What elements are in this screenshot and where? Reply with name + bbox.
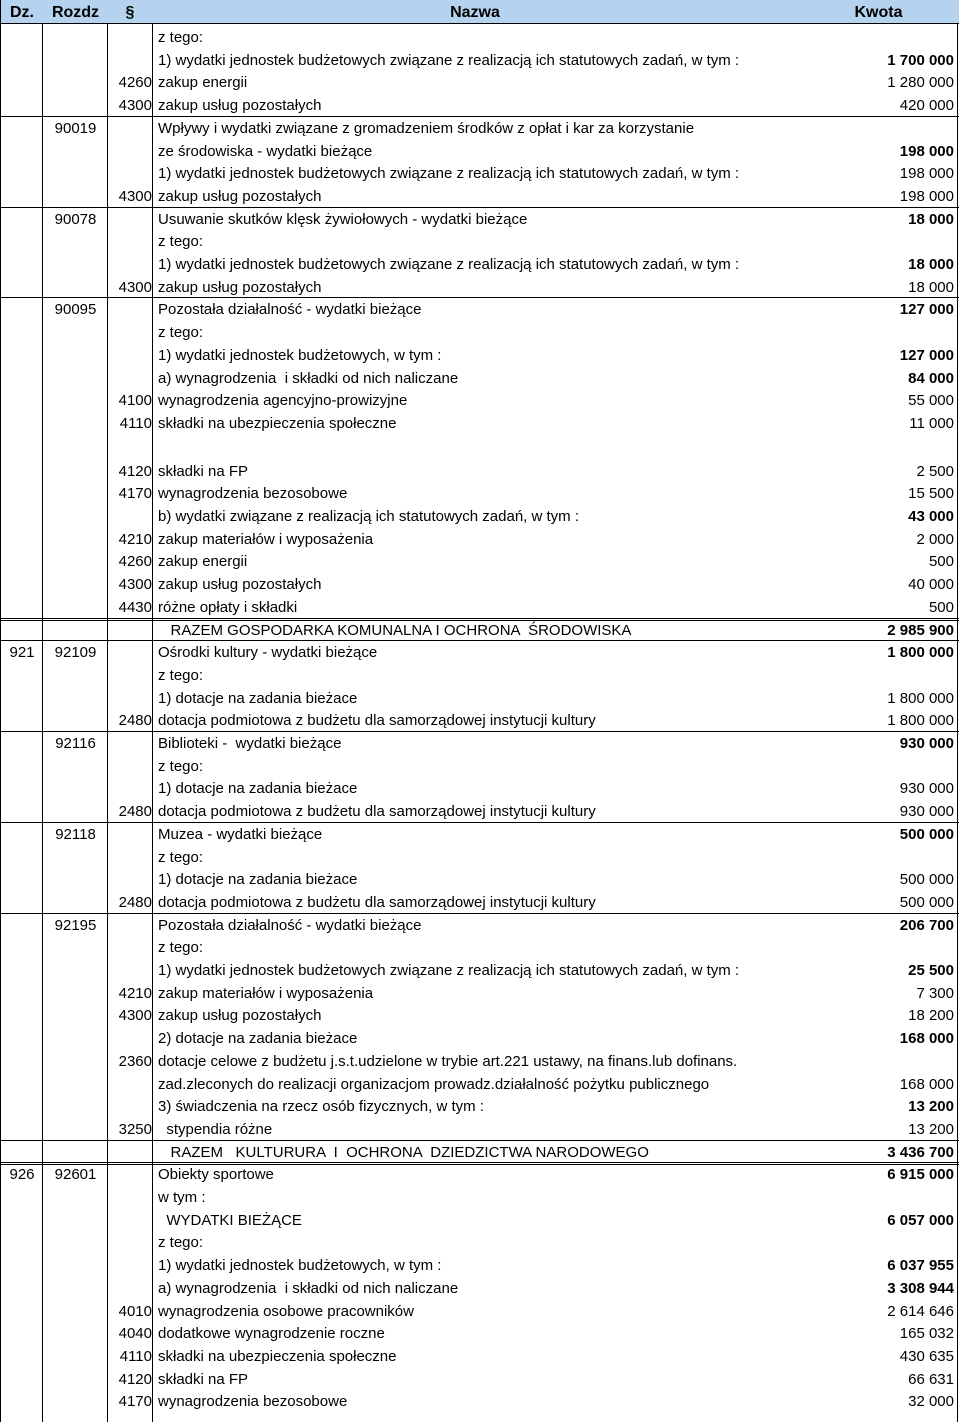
table-row bbox=[1, 755, 959, 778]
table-row bbox=[1, 732, 959, 755]
rozdzial-cell: 90019 bbox=[54, 119, 97, 137]
paragraf-cell: 2480 bbox=[118, 712, 152, 730]
table-row bbox=[1, 1073, 959, 1096]
nazwa-cell: z tego: bbox=[158, 666, 204, 684]
nazwa-cell: zakup usług pozostałych bbox=[158, 278, 322, 296]
nazwa-cell: 1) dotacje na zadania bieżace bbox=[158, 871, 358, 889]
kwota-cell: 15 500 bbox=[908, 485, 954, 503]
kwota-cell: 168 000 bbox=[899, 1075, 954, 1093]
table-row bbox=[1, 505, 959, 528]
nazwa-cell: zakup energii bbox=[158, 553, 248, 571]
table-row bbox=[1, 140, 959, 163]
nazwa-cell: 1) wydatki jednostek budżetowych związane z realizacją ich statutowych zadań, w tym : bbox=[158, 256, 740, 273]
table-row bbox=[1, 230, 959, 253]
table-row bbox=[1, 1209, 959, 1232]
paragraf-cell: 4300 bbox=[118, 97, 152, 115]
nazwa-cell: zakup energii bbox=[158, 74, 248, 92]
table-row bbox=[1, 1118, 959, 1141]
nazwa-cell: 1) wydatki jednostek budżetowych związane z realizacją ich statutowych zadań, w tym : bbox=[158, 165, 740, 183]
rozdzial-cell: 92601 bbox=[54, 1166, 97, 1184]
nazwa-cell: Wpływy i wydatki związane z gromadzeniem środków z opłat i kar za korzystanie bbox=[158, 119, 695, 137]
nazwa-cell: zakup materiałów i wyposażenia bbox=[158, 984, 374, 1002]
kwota-cell: 500 000 bbox=[899, 893, 954, 911]
kwota-cell: 84 000 bbox=[908, 369, 954, 387]
table-row bbox=[1, 71, 959, 94]
table-row bbox=[1, 49, 959, 72]
table-row bbox=[1, 321, 959, 344]
table-row bbox=[1, 1345, 959, 1368]
table-row bbox=[1, 823, 959, 846]
kwota-cell: 430 635 bbox=[899, 1347, 954, 1365]
nazwa-cell: 3) świadczenia na rzecz osób fizycznych, w tym : bbox=[158, 1098, 484, 1116]
nazwa-cell: a) wynagrodzenia i składki od nich naliczane bbox=[158, 369, 459, 387]
kwota-cell: 165 032 bbox=[899, 1325, 954, 1343]
nazwa-cell: dodatkowe wynagrodzenie roczne bbox=[158, 1325, 385, 1343]
rozdzial-cell: 90078 bbox=[54, 210, 97, 228]
nazwa-cell: stypendia różne bbox=[158, 1120, 273, 1138]
nazwa-cell: składki na ubezpieczenia społeczne bbox=[158, 1347, 397, 1365]
rozdzial-cell: 92116 bbox=[55, 735, 96, 752]
paragraf-cell: 4300 bbox=[118, 278, 152, 296]
kwota-cell: 500 bbox=[928, 598, 954, 616]
kwota-cell: 40 000 bbox=[908, 576, 954, 594]
table-row bbox=[1, 1186, 959, 1209]
kwota-cell: 2 500 bbox=[916, 462, 954, 480]
nazwa-cell: z tego: bbox=[158, 29, 204, 46]
kwota-cell: 930 000 bbox=[899, 780, 954, 798]
paragraf-cell: 4110 bbox=[119, 414, 152, 432]
kwota-cell: 127 000 bbox=[899, 346, 954, 364]
kwota-cell: 13 200 bbox=[908, 1098, 954, 1116]
table-row bbox=[1, 208, 959, 231]
kwota-cell: 198 000 bbox=[899, 187, 954, 205]
kwota-cell: 13 200 bbox=[908, 1120, 954, 1138]
paragraf-cell: 4300 bbox=[118, 1007, 152, 1025]
total-row bbox=[1, 1141, 959, 1164]
nazwa-cell: z tego: bbox=[158, 1234, 204, 1252]
nazwa-cell: 1) dotacje na zadania bieżace bbox=[158, 780, 358, 798]
kwota-cell: 127 000 bbox=[899, 301, 954, 319]
kwota-cell: 6 915 000 bbox=[887, 1166, 954, 1184]
nazwa-cell: b) wydatki związane z realizacją ich statutowych zadań, w tym : bbox=[158, 508, 580, 525]
table-row bbox=[1, 1368, 959, 1391]
table-row bbox=[1, 1004, 959, 1027]
kwota-cell: 6 057 000 bbox=[887, 1211, 954, 1229]
nazwa-cell: 1) wydatki jednostek budżetowych, w tym : bbox=[158, 346, 442, 364]
nazwa-cell: składki na FP bbox=[158, 462, 249, 480]
nazwa-cell: dotacja podmiotowa z budżetu dla samorządowej instytucji kultury bbox=[158, 893, 596, 911]
kwota-cell: 11 000 bbox=[909, 414, 954, 432]
nazwa-cell: ze środowiska - wydatki bieżące bbox=[158, 142, 373, 160]
table-row bbox=[1, 846, 959, 869]
paragraf-cell: 4260 bbox=[118, 553, 152, 571]
table-row bbox=[1, 800, 959, 823]
kwota-cell: 2 614 646 bbox=[887, 1302, 954, 1320]
table-row bbox=[1, 687, 959, 710]
table-row bbox=[1, 891, 959, 914]
kwota-cell: 1 700 000 bbox=[887, 51, 954, 69]
rozdzial-cell: 92118 bbox=[55, 825, 96, 843]
kwota-cell: 3 308 944 bbox=[887, 1279, 954, 1297]
table-header bbox=[1, 0, 959, 24]
table-row bbox=[1, 1050, 959, 1073]
nazwa-cell: zad.zleconych do realizacji organizacjom prowadz.działalność pożytku publicznego bbox=[158, 1075, 710, 1093]
paragraf-cell: 4430 bbox=[118, 598, 152, 616]
nazwa-cell: 1) wydatki jednostek budżetowych związane z realizacją ich statutowych zadań, w tym : bbox=[158, 962, 740, 979]
paragraf-cell: 3250 bbox=[118, 1120, 152, 1138]
header-paragraf: § bbox=[125, 4, 135, 21]
kwota-cell: 198 000 bbox=[899, 165, 954, 183]
table-row bbox=[1, 528, 959, 551]
nazwa-cell: wynagrodzenia agencyjno-prowizyjne bbox=[158, 392, 408, 410]
paragraf-cell: 2480 bbox=[118, 893, 152, 911]
table-row bbox=[1, 1277, 959, 1300]
table-row bbox=[1, 482, 959, 505]
paragraf-cell: 4040 bbox=[118, 1325, 152, 1343]
table-row bbox=[1, 367, 959, 390]
kwota-cell: 66 631 bbox=[908, 1370, 954, 1388]
rozdzial-cell: 92195 bbox=[54, 916, 97, 934]
nazwa-cell: Biblioteki - wydatki bieżące bbox=[158, 735, 342, 752]
kwota-cell: 420 000 bbox=[899, 97, 954, 115]
table-row bbox=[1, 1231, 959, 1254]
header-kwota: Kwota bbox=[854, 4, 903, 21]
nazwa-cell: a) wynagrodzenia i składki od nich naliczane bbox=[158, 1279, 459, 1297]
table-row bbox=[1, 596, 959, 619]
paragraf-cell: 4300 bbox=[118, 576, 152, 594]
table-row bbox=[1, 94, 959, 117]
table-row bbox=[1, 185, 959, 208]
table-row bbox=[1, 709, 959, 732]
kwota-cell: 18 000 bbox=[908, 256, 954, 273]
kwota-cell: 1 800 000 bbox=[887, 689, 954, 707]
kwota-cell: 1 800 000 bbox=[887, 644, 954, 662]
table-row bbox=[1, 344, 959, 367]
nazwa-cell: z tego: bbox=[158, 757, 204, 775]
table-row bbox=[1, 1254, 959, 1277]
kwota-cell: 55 000 bbox=[908, 392, 954, 410]
kwota-cell: 168 000 bbox=[899, 1030, 954, 1048]
header-rozdz: Rozdz bbox=[51, 4, 100, 21]
kwota-cell: 25 500 bbox=[908, 962, 954, 979]
nazwa-cell: Pozostała działalność - wydatki bieżące bbox=[158, 916, 422, 934]
header-nazwa: Nazwa bbox=[450, 4, 500, 21]
paragraf-cell: 4120 bbox=[118, 1370, 152, 1388]
table-row bbox=[1, 936, 959, 959]
nazwa-cell: zakup usług pozostałych bbox=[158, 187, 322, 205]
nazwa-cell: wynagrodzenia osobowe pracowników bbox=[158, 1302, 414, 1320]
table-row bbox=[1, 868, 959, 891]
nazwa-cell: z tego: bbox=[158, 233, 204, 251]
table-row bbox=[1, 412, 959, 435]
nazwa-cell: zakup usług pozostałych bbox=[158, 97, 322, 115]
dz-cell: 921 bbox=[9, 644, 35, 662]
paragraf-cell: 4170 bbox=[118, 485, 152, 503]
nazwa-cell: Ośrodki kultury - wydatki bieżące bbox=[158, 644, 378, 662]
table-row bbox=[1, 550, 959, 573]
kwota-cell: 6 037 955 bbox=[887, 1257, 954, 1275]
nazwa-cell: z tego: bbox=[158, 848, 204, 866]
nazwa-cell: 2) dotacje na zadania bieżace bbox=[158, 1030, 358, 1048]
table-row bbox=[1, 1300, 959, 1323]
nazwa-cell: różne opłaty i składki bbox=[158, 598, 298, 616]
table-row bbox=[1, 298, 959, 321]
table-row bbox=[1, 982, 959, 1005]
table-row bbox=[1, 1390, 959, 1413]
kwota-cell: 1 800 000 bbox=[887, 712, 954, 730]
paragraf-cell: 2480 bbox=[118, 803, 152, 821]
paragraf-cell: 4210 bbox=[118, 530, 152, 548]
nazwa-cell: składki na FP bbox=[158, 1370, 249, 1388]
nazwa-cell: WYDATKI BIEŻĄCE bbox=[158, 1211, 302, 1229]
table-row bbox=[1, 573, 959, 596]
paragraf-cell: 4170 bbox=[118, 1393, 152, 1411]
kwota-cell: 206 700 bbox=[899, 916, 954, 934]
nazwa-cell: składki na ubezpieczenia społeczne bbox=[158, 414, 397, 432]
table-row bbox=[1, 664, 959, 687]
table-row bbox=[1, 1322, 959, 1345]
nazwa-cell: Muzea - wydatki bieżące bbox=[158, 825, 323, 843]
table-row bbox=[1, 641, 959, 664]
dz-cell: 926 bbox=[9, 1166, 35, 1184]
nazwa-cell: wynagrodzenia bezosobowe bbox=[158, 485, 348, 503]
paragraf-cell: 4010 bbox=[118, 1302, 152, 1320]
kwota-cell: 18 000 bbox=[908, 210, 954, 228]
table-row bbox=[1, 26, 959, 49]
rozdzial-cell: 90095 bbox=[54, 301, 97, 319]
nazwa-cell: dotacja podmiotowa z budżetu dla samorządowej instytucji kultury bbox=[158, 803, 596, 821]
table-row bbox=[1, 460, 959, 483]
paragraf-cell: 4120 bbox=[118, 462, 152, 480]
kwota-cell: 500 bbox=[928, 553, 954, 571]
nazwa-cell: dotacje celowe z budżetu j.s.t.udzielone w trybie art.221 ustawy, na finans.lub dofinans. bbox=[158, 1052, 738, 1070]
paragraf-cell: 4210 bbox=[118, 984, 152, 1002]
nazwa-cell: dotacja podmiotowa z budżetu dla samorządowej instytucji kultury bbox=[158, 712, 596, 730]
paragraf-cell: 4300 bbox=[118, 187, 152, 205]
nazwa-cell: RAZEM KULTURURA I OCHRONA DZIEDZICTWA NARODOWEGO bbox=[158, 1143, 649, 1161]
nazwa-cell: z tego: bbox=[158, 939, 204, 957]
nazwa-cell: 1) wydatki jednostek budżetowych, w tym : bbox=[158, 1257, 442, 1275]
nazwa-cell: RAZEM GOSPODARKA KOMUNALNA I OCHRONA ŚRODOWISKA bbox=[158, 621, 632, 639]
header-dz: Dz. bbox=[10, 4, 34, 21]
kwota-cell: 18 000 bbox=[908, 278, 954, 296]
kwota-cell: 7 300 bbox=[916, 984, 954, 1002]
table-row bbox=[1, 253, 959, 276]
nazwa-cell: Usuwanie skutków klęsk żywiołowych - wydatki bieżące bbox=[158, 210, 528, 228]
kwota-cell: 18 200 bbox=[908, 1007, 954, 1025]
table-row bbox=[1, 117, 959, 140]
paragraf-cell: 4260 bbox=[118, 74, 152, 92]
nazwa-cell: 1) dotacje na zadania bieżace bbox=[158, 689, 358, 707]
nazwa-cell: zakup materiałów i wyposażenia bbox=[158, 530, 374, 548]
nazwa-cell: zakup usług pozostałych bbox=[158, 576, 322, 594]
paragraf-cell: 4100 bbox=[118, 392, 152, 410]
nazwa-cell: Obiekty sportowe bbox=[158, 1166, 274, 1184]
kwota-cell: 43 000 bbox=[908, 508, 954, 525]
nazwa-cell: Pozostała działalność - wydatki bieżące bbox=[158, 301, 422, 319]
table-row bbox=[1, 1163, 959, 1186]
nazwa-cell: z tego: bbox=[158, 324, 204, 342]
paragraf-cell: 2360 bbox=[118, 1052, 152, 1070]
kwota-cell: 930 000 bbox=[899, 803, 954, 821]
kwota-cell: 500 000 bbox=[899, 825, 954, 843]
nazwa-cell: zakup usług pozostałych bbox=[158, 1007, 322, 1025]
table-row bbox=[1, 276, 959, 299]
nazwa-cell: 1) wydatki jednostek budżetowych związane z realizacją ich statutowych zadań, w tym : bbox=[158, 51, 740, 69]
kwota-cell: 32 000 bbox=[908, 1393, 954, 1411]
kwota-cell: 2 000 bbox=[916, 530, 954, 548]
kwota-cell: 3 436 700 bbox=[887, 1143, 954, 1161]
kwota-cell: 930 000 bbox=[899, 735, 954, 752]
table-row bbox=[1, 162, 959, 185]
kwota-cell: 2 985 900 bbox=[887, 621, 954, 639]
rozdzial-cell: 92109 bbox=[54, 644, 97, 662]
table-row bbox=[1, 389, 959, 412]
nazwa-cell: wynagrodzenia bezosobowe bbox=[158, 1393, 348, 1411]
table-row bbox=[1, 1095, 959, 1118]
table-row bbox=[1, 959, 959, 982]
kwota-cell: 500 000 bbox=[899, 871, 954, 889]
table-row bbox=[1, 435, 959, 458]
table-row bbox=[1, 777, 959, 800]
table-row bbox=[1, 914, 959, 937]
nazwa-cell: w tym : bbox=[158, 1189, 206, 1206]
kwota-cell: 1 280 000 bbox=[887, 74, 954, 92]
kwota-cell: 198 000 bbox=[899, 142, 954, 160]
total-row bbox=[1, 619, 959, 642]
table-row bbox=[1, 1027, 959, 1050]
paragraf-cell: 4110 bbox=[119, 1347, 152, 1365]
